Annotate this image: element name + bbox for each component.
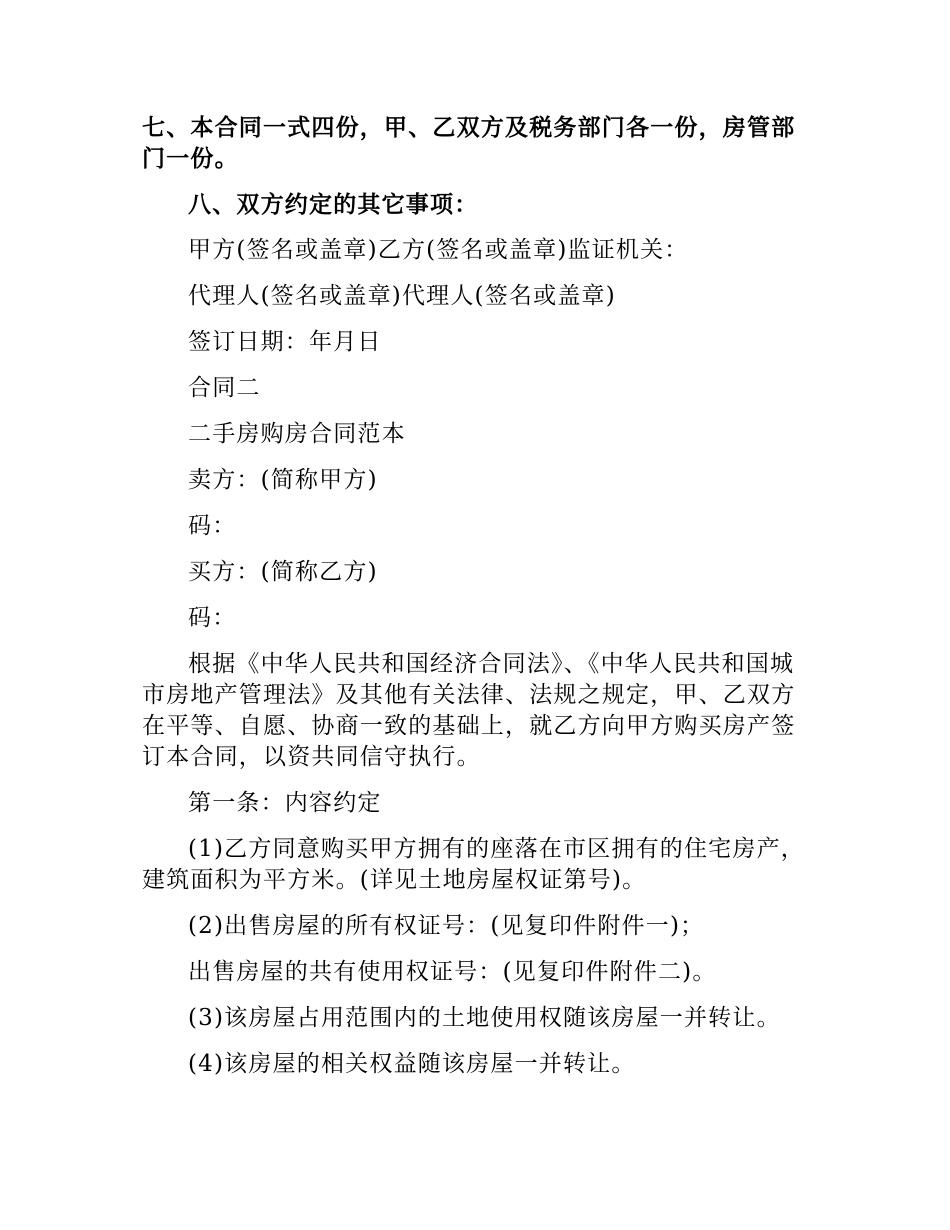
signing-date-line: 签订日期：年月日 [188,329,382,355]
co-ownership-paragraph: 出售房屋的共有使用权证号：(见复印件附件二)。 [188,959,717,985]
buyer-line: 买方：(简称乙方) [188,559,378,585]
item-3-paragraph: (3)该房屋占用范围内的土地使用权随该房屋一并转让。 [188,1005,781,1031]
seller-code-line: 码： [188,513,237,539]
preamble-paragraph: 根据《中华人民共和国经济合同法》、《中华人民共和国城市房地产管理法》及其他有关法律、法规之规定，甲、乙双方在平等、自愿、协商一致的基础上，就乙方向甲方购买房产签订本合同，以资共同信守执行。 [142,651,796,770]
seller-line: 卖方：(简称甲方) [188,467,378,493]
item-4-paragraph: (4)该房屋的相关权益随该房屋一并转让。 [188,1051,636,1077]
clause-8-paragraph: 八、双方约定的其它事项： [188,191,479,218]
contract-title: 二手房购房合同范本 [188,421,406,447]
signature-line-parties: 甲方(签名或盖章)乙方(签名或盖章)监证机关： [188,237,689,263]
document-body [142,112,814,1095]
buyer-code-line: 码： [188,605,237,631]
clause-7-paragraph: 七、本合同一式四份，甲、乙双方及税务部门各一份，房管部门一份。 [142,114,796,172]
item-1-paragraph: (1)乙方同意购买甲方拥有的座落在市区拥有的住宅房产，建筑面积为平方米。(详见土地房屋权证第号)。 [142,836,805,893]
contract-two-heading: 合同二 [188,375,261,401]
item-2-paragraph: (2)出售房屋的所有权证号：(见复印件附件一)； [188,913,705,939]
signature-line-agents: 代理人(签名或盖章)代理人(签名或盖章) [188,283,616,309]
article-1-heading: 第一条：内容约定 [188,790,382,816]
